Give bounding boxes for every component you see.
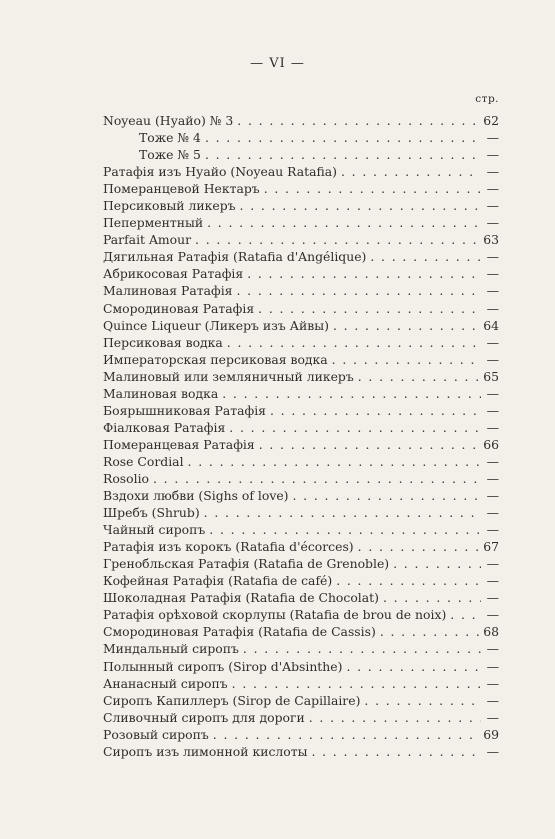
- toc-entry-page: 67: [481, 538, 499, 555]
- toc-entry: [103, 521, 499, 538]
- toc-entry-page: —: [481, 487, 499, 504]
- toc-entry-leader: [103, 334, 481, 351]
- toc-entry-title: Боярышниковая Ратафія: [103, 402, 266, 418]
- toc-entry-title: Дягильная Ратафія (Ratafia d'Angélique): [103, 249, 367, 265]
- toc-entry-title: Малиновая водка: [103, 385, 219, 401]
- toc-entry-leader: [103, 692, 481, 709]
- toc-entry-page: 65: [481, 368, 499, 385]
- toc-entry-title: Rose Cordial: [103, 453, 184, 469]
- toc-entry-leader: [103, 538, 481, 555]
- toc-entry: [103, 692, 499, 709]
- toc-entry-title: Фіалковая Ратафія: [103, 419, 226, 435]
- toc-entry-leader: [103, 300, 481, 317]
- toc-entry-leader: [103, 606, 481, 623]
- toc-entry-page: —: [481, 453, 499, 470]
- toc-entry-page: —: [481, 589, 499, 606]
- toc-entry: [103, 658, 499, 675]
- toc-entry: [103, 112, 499, 129]
- toc-entry-page: 62: [481, 112, 499, 129]
- toc-entry-page: 63: [481, 231, 499, 248]
- toc-entry-title: Тоже № 5: [139, 147, 201, 163]
- toc-entry: [103, 538, 499, 555]
- toc-entry-leader: [103, 265, 481, 282]
- toc-entry-leader: [103, 180, 481, 197]
- toc-entry: [103, 487, 499, 504]
- toc-entry-page: —: [481, 334, 499, 351]
- toc-entry-leader: [103, 197, 481, 214]
- toc-entry-leader: [103, 248, 481, 265]
- page-number: — VI —: [250, 56, 305, 71]
- toc-entry-page: —: [481, 555, 499, 572]
- toc-entry: [103, 248, 499, 265]
- toc-entry-leader: [103, 368, 481, 385]
- toc-entry: [103, 504, 499, 521]
- toc-entry-leader: [103, 402, 481, 419]
- toc-entry-leader: [103, 589, 481, 606]
- toc-entry-page: —: [481, 385, 499, 402]
- toc-entry-page: —: [481, 180, 499, 197]
- toc-entry: [103, 419, 499, 436]
- toc-entry: [103, 470, 499, 487]
- toc-entry-page: —: [481, 470, 499, 487]
- toc-entry-title: Шоколадная Ратафія (Ratafia de Chocolat): [103, 590, 379, 606]
- toc-entry: [103, 743, 499, 760]
- toc-entry: [103, 129, 499, 146]
- toc-entry-leader: [103, 709, 481, 726]
- toc-entry: [103, 146, 499, 163]
- toc-entry: [103, 265, 499, 282]
- toc-entry-page: —: [481, 265, 499, 282]
- toc-entry-title: Ратафія изъ корокъ (Ratafia d'écorces): [103, 539, 354, 555]
- toc-entry-page: —: [481, 351, 499, 368]
- toc-entry-page: —: [481, 300, 499, 317]
- toc-entry-leader: [103, 112, 481, 129]
- toc-entry-leader: [103, 504, 481, 521]
- toc-entry: [103, 436, 499, 453]
- toc-entry-title: Смородиновая Ратафія: [103, 300, 255, 316]
- toc-entry: [103, 726, 499, 743]
- toc-entry-title: Померанцевой Нектаръ: [103, 181, 260, 197]
- toc-entry-page: 69: [481, 726, 499, 743]
- toc-entry-leader: [103, 623, 481, 640]
- toc-entry-title: Малиновый или земляничный ликеръ: [103, 368, 354, 384]
- toc-entry-page: —: [481, 606, 499, 623]
- toc-entry-page: —: [481, 521, 499, 538]
- toc-entry-leader: [103, 317, 481, 334]
- toc-entry-page: —: [481, 197, 499, 214]
- toc-entry-leader: [103, 129, 481, 146]
- toc-entry-title: Абрикосовая Ратафія: [103, 266, 244, 282]
- toc-entry-page: 68: [481, 623, 499, 640]
- toc-entry: [103, 453, 499, 470]
- toc-entry: [103, 606, 499, 623]
- toc-entry-leader: [103, 419, 481, 436]
- toc-entry-title: Пеперментный: [103, 215, 204, 231]
- toc-entry-title: Персиковая водка: [103, 334, 223, 350]
- toc-entry-title: Сиропъ изъ лимонной кислоты: [103, 743, 308, 759]
- toc-entry-title: Ратафія изъ Нуайо (Noyeau Ratafia): [103, 164, 337, 180]
- toc-entry-title: Полынный сиропъ (Sirop d'Absinthe): [103, 658, 343, 674]
- toc-entry-leader: [103, 231, 481, 248]
- toc-entry-leader: [103, 436, 481, 453]
- toc-entry-page: —: [481, 248, 499, 265]
- toc-entry-title: Quince Liqueur (Ликеръ изъ Айвы): [103, 317, 329, 333]
- toc-entry-page: 66: [481, 436, 499, 453]
- toc-entry-page: —: [481, 402, 499, 419]
- toc-entry-title: Ратафія орѣховой скорлупы (Ratafia de brou de noix): [103, 607, 447, 623]
- toc-entry-page: —: [481, 282, 499, 299]
- toc-entry: [103, 231, 499, 248]
- toc-entry-leader: [103, 675, 481, 692]
- toc-entry-title: Розовый сиропъ: [103, 726, 209, 742]
- toc-entry-leader: [103, 146, 481, 163]
- toc-entry-title: Императорская персиковая водка: [103, 351, 328, 367]
- toc-entry: [103, 402, 499, 419]
- toc-entry-leader: [103, 726, 481, 743]
- toc-entry: [103, 334, 499, 351]
- toc-entry: [103, 623, 499, 640]
- toc-entry-leader: [103, 385, 481, 402]
- toc-entry-page: 64: [481, 317, 499, 334]
- toc-entry-page: —: [481, 146, 499, 163]
- toc-entry-page: —: [481, 214, 499, 231]
- toc-entry-leader: [103, 743, 481, 760]
- toc-entry-leader: [103, 453, 481, 470]
- toc-entry-title: Вздохи любви (Sighs of love): [103, 488, 289, 504]
- toc-entry-title: Кофейная Ратафія (Ratafia de café): [103, 573, 333, 589]
- toc-entry-title: Миндальный сиропъ: [103, 641, 239, 657]
- toc-entry: [103, 368, 499, 385]
- toc-entry-title: Сиропъ Капиллеръ (Sirop de Capillaire): [103, 692, 361, 708]
- toc-entry: [103, 572, 499, 589]
- toc-entry-page: —: [481, 743, 499, 760]
- toc-entry-title: Сливочный сиропъ для дороги: [103, 709, 305, 725]
- toc-entry: [103, 317, 499, 334]
- toc-entry: [103, 163, 499, 180]
- toc-entry-leader: [103, 282, 481, 299]
- toc-entry-title: Rosolio: [103, 470, 149, 486]
- toc-entry-title: Малиновая Ратафія: [103, 283, 233, 299]
- toc-entry-page: —: [481, 129, 499, 146]
- toc-entry: [103, 197, 499, 214]
- page-column-heading: стр.: [475, 93, 499, 105]
- toc-entry: [103, 555, 499, 572]
- toc-entry-title: Чайный сиропъ: [103, 522, 206, 538]
- toc-entry-page: —: [481, 572, 499, 589]
- toc-entry-leader: [103, 572, 481, 589]
- toc-entry-leader: [103, 163, 481, 180]
- toc-entry: [103, 589, 499, 606]
- toc-entry-leader: [103, 470, 481, 487]
- toc-entry-page: —: [481, 640, 499, 657]
- toc-entry-page: —: [481, 658, 499, 675]
- toc-entry-leader: [103, 555, 481, 572]
- toc-entry-leader: [103, 521, 481, 538]
- toc-entry-leader: [103, 658, 481, 675]
- toc-entry: [103, 351, 499, 368]
- toc-entry: [103, 282, 499, 299]
- toc-entry-page: —: [481, 419, 499, 436]
- toc-entry-page: —: [481, 709, 499, 726]
- toc-entry-leader: [103, 640, 481, 657]
- toc-entry-leader: [103, 214, 481, 231]
- toc-entry: [103, 709, 499, 726]
- toc-entry: [103, 214, 499, 231]
- toc-entry-page: —: [481, 675, 499, 692]
- table-of-contents: [103, 112, 499, 760]
- toc-entry-title: Тоже № 4: [139, 130, 201, 146]
- toc-entry-title: Смородиновая Ратафія (Ratafia de Cassis): [103, 624, 376, 640]
- toc-entry-page: —: [481, 504, 499, 521]
- toc-entry: [103, 640, 499, 657]
- toc-entry-page: —: [481, 692, 499, 709]
- toc-entry-title: Ананасный сиропъ: [103, 675, 228, 691]
- toc-entry-title: Noyeau (Нуайо) № 3: [103, 113, 234, 128]
- toc-entry-leader: [103, 487, 481, 504]
- toc-entry-title: Персиковый ликеръ: [103, 198, 236, 214]
- toc-entry: [103, 180, 499, 197]
- toc-entry-leader: [103, 351, 481, 368]
- toc-entry-title: Parfait Amour: [103, 232, 192, 248]
- toc-entry-title: Померанцевая Ратафія: [103, 436, 255, 452]
- toc-entry: [103, 300, 499, 317]
- toc-entry-page: —: [481, 163, 499, 180]
- toc-entry-title: Гренобльская Ратафія (Ratafia de Grenoble): [103, 556, 390, 572]
- toc-entry: [103, 385, 499, 402]
- toc-entry: [103, 675, 499, 692]
- toc-entry-title: Шребъ (Shrub): [103, 505, 200, 521]
